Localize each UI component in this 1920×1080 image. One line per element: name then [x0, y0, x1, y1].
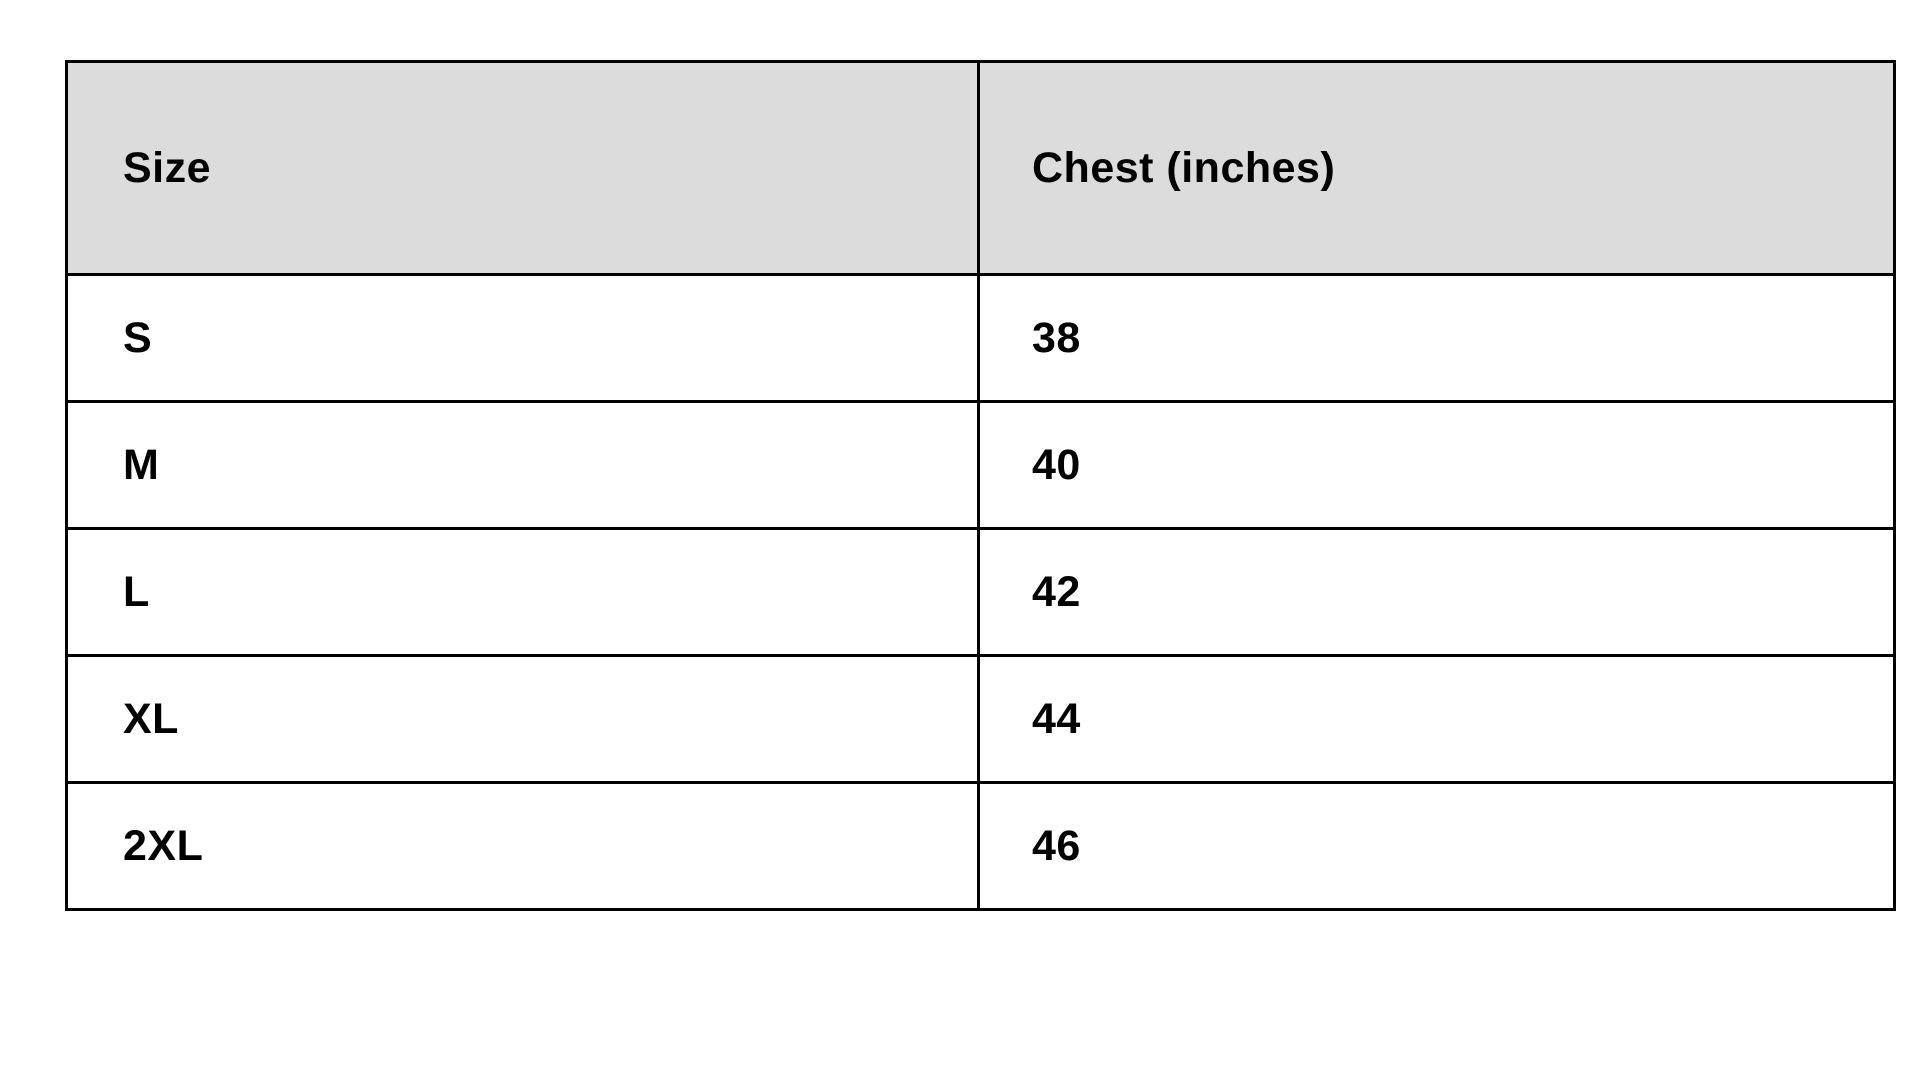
cell-chest: 40	[979, 402, 1895, 529]
column-header-size: Size	[67, 62, 979, 275]
table-header-row	[67, 62, 1895, 275]
cell-size: 2XL	[67, 783, 979, 910]
cell-chest: 38	[979, 275, 1895, 402]
size-chart-table	[65, 60, 1896, 911]
size-chart-container	[65, 60, 1893, 911]
table-body	[67, 275, 1895, 910]
table-header	[67, 62, 1895, 275]
column-header-chest: Chest (inches)	[979, 62, 1895, 275]
cell-size: XL	[67, 656, 979, 783]
cell-size: S	[67, 275, 979, 402]
cell-chest: 42	[979, 529, 1895, 656]
cell-chest: 46	[979, 783, 1895, 910]
table-row	[67, 783, 1895, 910]
table-row	[67, 402, 1895, 529]
table-row	[67, 656, 1895, 783]
cell-chest: 44	[979, 656, 1895, 783]
table-row	[67, 275, 1895, 402]
table-row	[67, 529, 1895, 656]
cell-size: M	[67, 402, 979, 529]
cell-size: L	[67, 529, 979, 656]
